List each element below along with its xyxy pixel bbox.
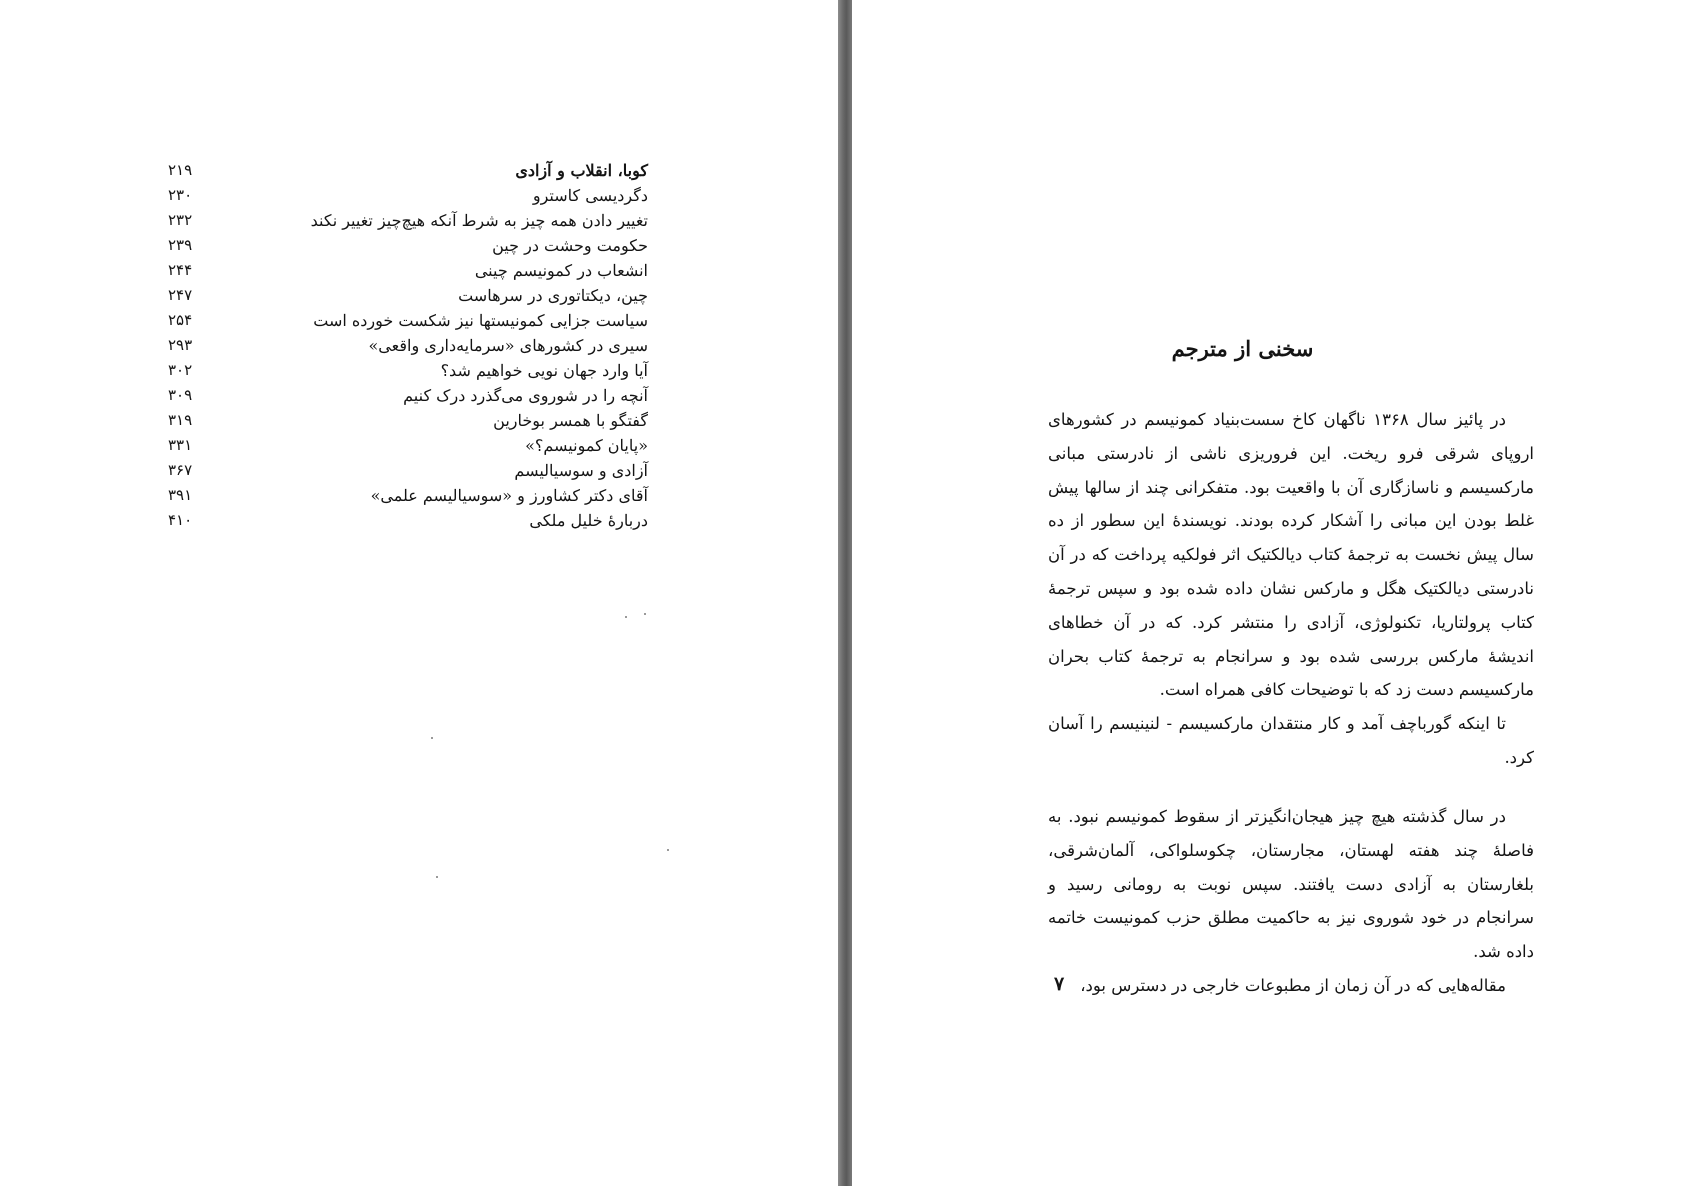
toc-entry-page-number: ۲۳۲ xyxy=(168,211,193,229)
chapter-title: سخنی از مترجم xyxy=(1171,336,1314,361)
toc-entry-page-number: ۲۳۰ xyxy=(168,186,193,204)
toc-entry-title: چین، دیکتاتوری در سرهاست xyxy=(458,286,648,305)
toc-entry-title: آنچه را در شوروی می‌گذرد درک کنیم xyxy=(403,386,648,405)
toc-entry xyxy=(168,358,648,383)
note-paragraph: تا اینکه گورباچف آمد و کار منتقدان مارکسیسم - لنینیسم را آسان کرد. xyxy=(1048,714,1534,767)
left-page xyxy=(0,0,838,1186)
toc-entry-title: آزادی و سوسیالیسم xyxy=(514,461,648,480)
toc-entry-page-number: ۳۹۱ xyxy=(168,486,193,504)
toc-entry-title: سیاست جزایی کمونیستها نیز شکست خورده است xyxy=(313,311,648,330)
note-body-part-2 xyxy=(1048,800,1534,1003)
toc-entry-page-number: ۲۱۹ xyxy=(168,161,193,179)
toc-entry-title: انشعاب در کمونیسم چینی xyxy=(474,261,648,280)
toc-entry-title: تغییر دادن همه چیز به شرط آنکه هیچ‌چیز تغییر نکند xyxy=(310,211,648,230)
toc-entry-title: دگردیسی کاسترو xyxy=(532,186,648,205)
toc-entry-page-number: ۲۴۴ xyxy=(168,261,193,279)
toc-entry xyxy=(168,233,648,258)
note-paragraph: مقاله‌هایی که در آن زمان از مطبوعات خارجی در دسترس بود، xyxy=(1080,975,1506,995)
toc-entry-title: گفتگو با همسر بوخارین xyxy=(493,411,648,430)
toc-entry-page-number: ۳۶۷ xyxy=(168,461,193,479)
toc-entry-page-number: ۲۹۳ xyxy=(168,336,193,354)
book-gutter xyxy=(838,0,852,1186)
toc-entry-page-number: ۲۴۷ xyxy=(168,286,193,304)
toc-entry xyxy=(168,483,648,508)
toc-entry xyxy=(168,458,648,483)
toc-entry-page-number: ۲۳۹ xyxy=(168,236,193,254)
note-paragraph: در پائیز سال ۱۳۶۸ ناگهان کاخ سست‌بنیاد کمونیسم در کشورهای اروپای شرقی فرو ریخت. این فروریزی ناشی از نادرستی مبانی مارکسیسم و ناسازگاری آن با واقعیت بود. متفکرانی چند از سالها پیش غلط بودن این مبانی را آشکار کرده بودند. نویسندهٔ این سطور از ده سال پیش نخست به ترجمهٔ کتاب دیالکتیک اثر فولکیه پرداخت که در آن نادرستی دیالکتیک هگل و مارکس نشان داده شده بود و سپس ترجمهٔ کتاب پرولتاریا، تکنولوژی، آزادی را منتشر کرد. که در آن خطاهای اندیشهٔ مارکس بررسی شده بود و سرانجام به ترجمهٔ کتاب بحران مارکسیسم دست زد که با توضیحات کافی همراه است. xyxy=(1048,410,1534,700)
table-of-contents xyxy=(168,158,648,533)
toc-entry-title: کوبا، انقلاب و آزادی xyxy=(515,161,648,180)
toc-entry-page-number: ۳۳۱ xyxy=(168,436,193,454)
toc-entry-page-number: ۲۵۴ xyxy=(168,311,193,329)
toc-entry xyxy=(168,158,648,183)
note-body-part-1 xyxy=(1048,403,1534,775)
toc-entry xyxy=(168,183,648,208)
toc-entry-page-number: ۴۱۰ xyxy=(168,511,193,529)
toc-entry-page-number: ۳۰۲ xyxy=(168,361,193,379)
toc-entry-title: آقای دکتر کشاورز و «سوسیالیسم علمی» xyxy=(370,486,648,505)
toc-entry-title: دربارهٔ خلیل ملکی xyxy=(529,511,648,530)
toc-entry-title: «پایان کمونیسم؟» xyxy=(525,436,648,455)
toc-entry xyxy=(168,433,648,458)
toc-entry-title: حکومت وحشت در چین xyxy=(492,236,648,255)
toc-entry-title: سیری در کشورهای «سرمایه‌داری واقعی» xyxy=(368,336,648,355)
page-number: ۷ xyxy=(1054,973,1065,995)
toc-entry xyxy=(168,408,648,433)
toc-entry xyxy=(168,333,648,358)
toc-entry xyxy=(168,308,648,333)
toc-entry xyxy=(168,258,648,283)
toc-entry-title: آیا وارد جهان نویی خواهیم شد؟ xyxy=(440,361,648,380)
toc-entry xyxy=(168,208,648,233)
toc-entry xyxy=(168,508,648,533)
toc-entry xyxy=(168,283,648,308)
note-paragraph: در سال گذشته هیچ چیز هیجان‌انگیزتر از سقوط کمونیسم نبود. به فاصلهٔ چند هفته لهستان، مجارستان، چکوسلواکی، آلمان‌شرقی، بلغارستان به آزادی دست یافتند. سپس نوبت به رومانی رسید و سرانجام در خود شوروی نیز به حاکمیت مطلق حزب کمونیست خاتمه داده شد. xyxy=(1048,807,1534,962)
toc-entry xyxy=(168,383,648,408)
toc-entry-page-number: ۳۰۹ xyxy=(168,386,193,404)
toc-entry-page-number: ۳۱۹ xyxy=(168,411,193,429)
